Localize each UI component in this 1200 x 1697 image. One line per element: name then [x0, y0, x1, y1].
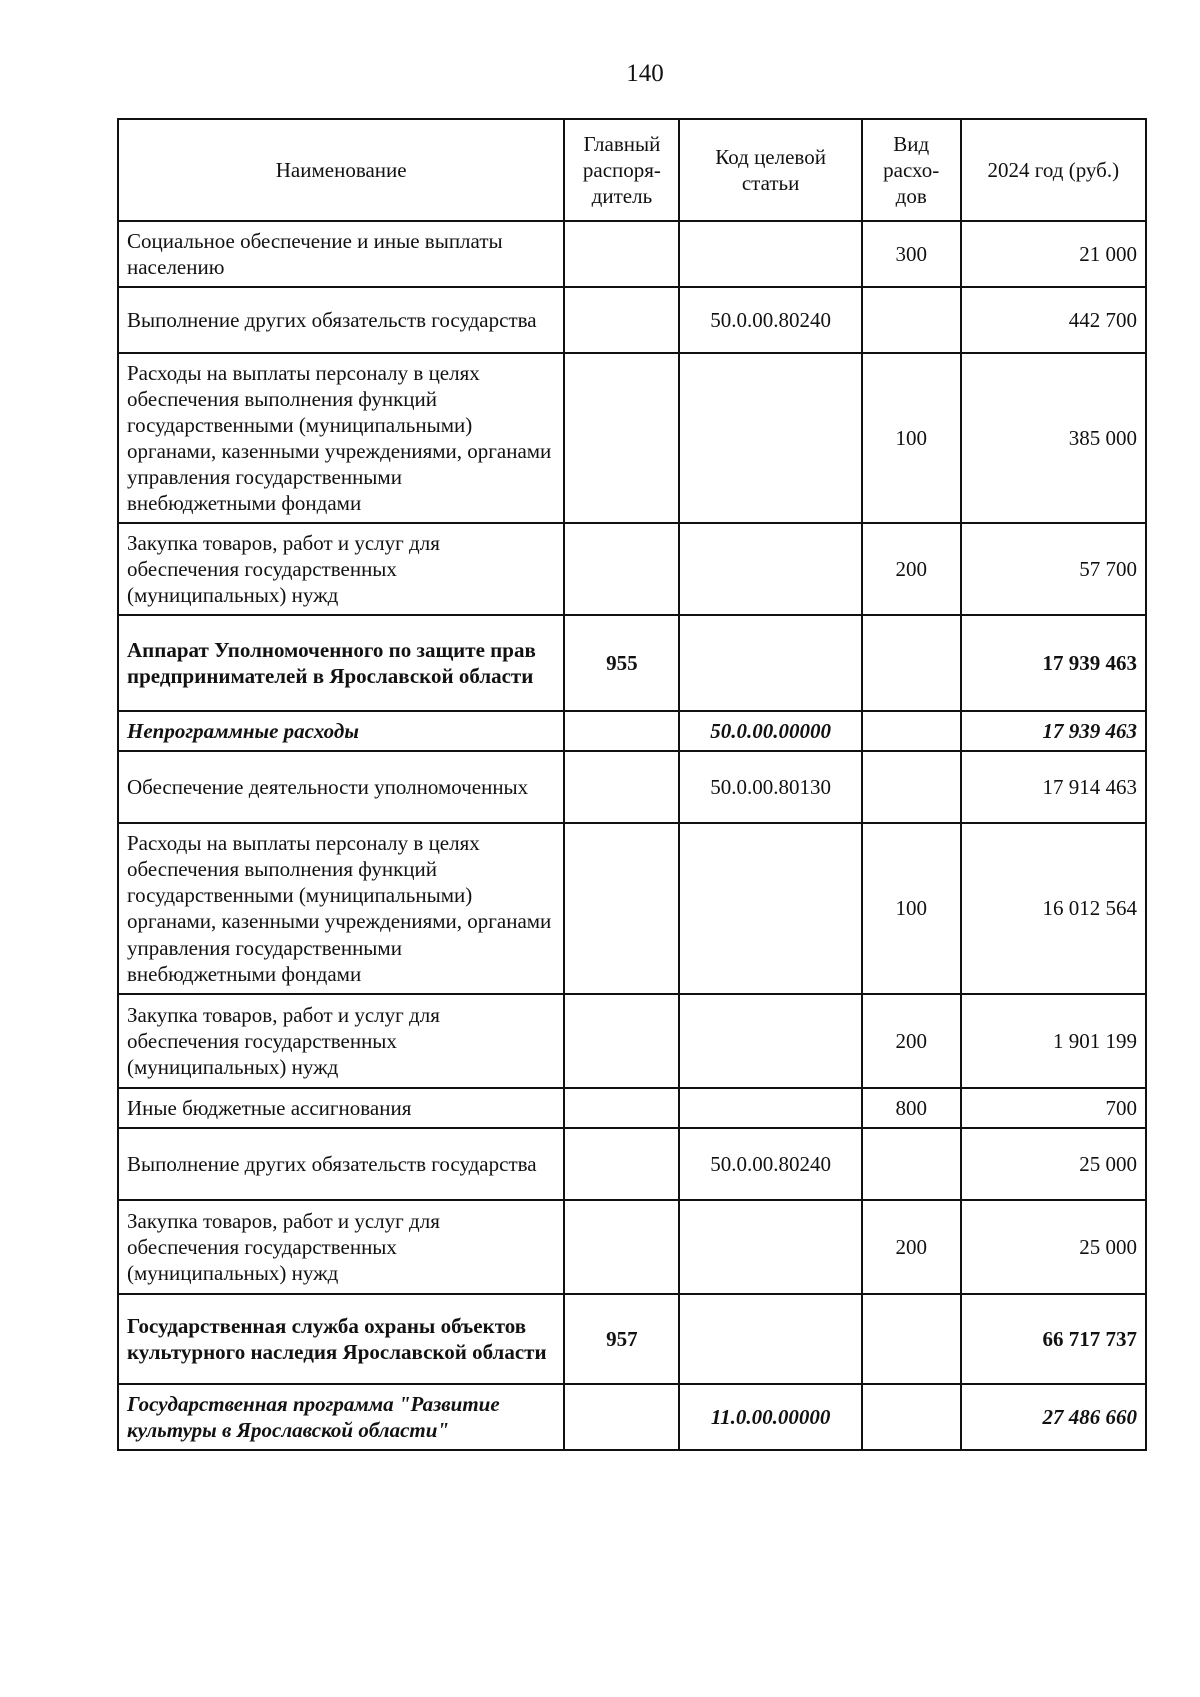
table-row [118, 1128, 1146, 1200]
cell-name: Расходы на выплаты персоналу в целях обеспечения выполнения функций государственными (муниципальными) органами, казенными учреждениями, органами управления государственными внебюджетными фондами [118, 353, 564, 523]
table-row [118, 221, 1146, 287]
cell-expense-type [862, 1294, 961, 1384]
cell-amount: 66 717 737 [961, 1294, 1146, 1384]
cell-expense-type: 100 [862, 823, 961, 993]
cell-amount: 17 914 463 [961, 751, 1146, 823]
cell-name: Социальное обеспечение и иные выплаты населению [118, 221, 564, 287]
cell-target-code: 11.0.00.00000 [679, 1384, 861, 1450]
cell-main-manager [564, 994, 679, 1088]
cell-name: Закупка товаров, работ и услуг для обеспечения государственных (муниципальных) нужд [118, 523, 564, 615]
cell-amount: 21 000 [961, 221, 1146, 287]
cell-expense-type [862, 287, 961, 353]
cell-main-manager [564, 1088, 679, 1128]
cell-name: Аппарат Уполномоченного по защите прав предпринимателей в Ярославской области [118, 615, 564, 711]
cell-expense-type: 200 [862, 523, 961, 615]
cell-target-code: 50.0.00.00000 [679, 711, 861, 751]
cell-target-code [679, 1088, 861, 1128]
cell-target-code: 50.0.00.80240 [679, 1128, 861, 1200]
cell-expense-type [862, 711, 961, 751]
cell-main-manager [564, 287, 679, 353]
header-main-manager: Главный распоря-дитель [564, 119, 679, 221]
table-row [118, 711, 1146, 751]
cell-amount: 57 700 [961, 523, 1146, 615]
table-body [118, 221, 1146, 1450]
cell-main-manager [564, 221, 679, 287]
cell-target-code [679, 1200, 861, 1294]
cell-main-manager [564, 823, 679, 993]
cell-main-manager [564, 711, 679, 751]
cell-target-code [679, 994, 861, 1088]
cell-amount: 27 486 660 [961, 1384, 1146, 1450]
cell-expense-type [862, 1128, 961, 1200]
cell-main-manager [564, 1200, 679, 1294]
cell-target-code [679, 1294, 861, 1384]
table-row [118, 823, 1146, 993]
cell-expense-type: 800 [862, 1088, 961, 1128]
table-row [118, 1200, 1146, 1294]
cell-main-manager [564, 523, 679, 615]
cell-target-code [679, 615, 861, 711]
cell-target-code [679, 523, 861, 615]
table-row [118, 751, 1146, 823]
table-row [118, 1384, 1146, 1450]
cell-main-manager: 957 [564, 1294, 679, 1384]
table-row [118, 615, 1146, 711]
budget-table [117, 118, 1147, 1451]
cell-target-code [679, 353, 861, 523]
cell-amount: 442 700 [961, 287, 1146, 353]
cell-name: Непрограммные расходы [118, 711, 564, 751]
cell-expense-type: 100 [862, 353, 961, 523]
cell-target-code: 50.0.00.80240 [679, 287, 861, 353]
cell-amount: 17 939 463 [961, 615, 1146, 711]
cell-amount: 25 000 [961, 1128, 1146, 1200]
cell-name: Иные бюджетные ассигнования [118, 1088, 564, 1128]
table-row [118, 1294, 1146, 1384]
cell-main-manager [564, 1128, 679, 1200]
cell-name: Закупка товаров, работ и услуг для обеспечения государственных (муниципальных) нужд [118, 1200, 564, 1294]
cell-amount: 700 [961, 1088, 1146, 1128]
cell-target-code: 50.0.00.80130 [679, 751, 861, 823]
table-row [118, 353, 1146, 523]
table-row [118, 994, 1146, 1088]
header-expense-type: Вид расхо-дов [862, 119, 961, 221]
table-row [118, 1088, 1146, 1128]
cell-expense-type: 200 [862, 1200, 961, 1294]
cell-amount: 17 939 463 [961, 711, 1146, 751]
cell-main-manager [564, 1384, 679, 1450]
cell-amount: 1 901 199 [961, 994, 1146, 1088]
cell-expense-type [862, 615, 961, 711]
cell-name: Государственная служба охраны объектов культурного наследия Ярославской области [118, 1294, 564, 1384]
cell-main-manager: 955 [564, 615, 679, 711]
table-header-row [118, 119, 1146, 221]
cell-name: Выполнение других обязательств государства [118, 1128, 564, 1200]
cell-name: Обеспечение деятельности уполномоченных [118, 751, 564, 823]
cell-amount: 25 000 [961, 1200, 1146, 1294]
header-target-code: Код целевой статьи [679, 119, 861, 221]
cell-main-manager [564, 751, 679, 823]
page-number: 140 [626, 60, 664, 87]
cell-target-code [679, 823, 861, 993]
table-row [118, 523, 1146, 615]
cell-name: Расходы на выплаты персоналу в целях обеспечения выполнения функций государственными (муниципальными) органами, казенными учреждениями, органами управления государственными внебюджетными фондами [118, 823, 564, 993]
header-amount-2024: 2024 год (руб.) [961, 119, 1146, 221]
cell-main-manager [564, 353, 679, 523]
cell-amount: 16 012 564 [961, 823, 1146, 993]
header-name: Наименование [118, 119, 564, 221]
cell-name: Закупка товаров, работ и услуг для обеспечения государственных (муниципальных) нужд [118, 994, 564, 1088]
cell-name: Выполнение других обязательств государства [118, 287, 564, 353]
cell-expense-type [862, 1384, 961, 1450]
cell-amount: 385 000 [961, 353, 1146, 523]
cell-expense-type [862, 751, 961, 823]
cell-expense-type: 300 [862, 221, 961, 287]
cell-target-code [679, 221, 861, 287]
cell-expense-type: 200 [862, 994, 961, 1088]
cell-name: Государственная программа "Развитие культуры в Ярославской области" [118, 1384, 564, 1450]
table-row [118, 287, 1146, 353]
